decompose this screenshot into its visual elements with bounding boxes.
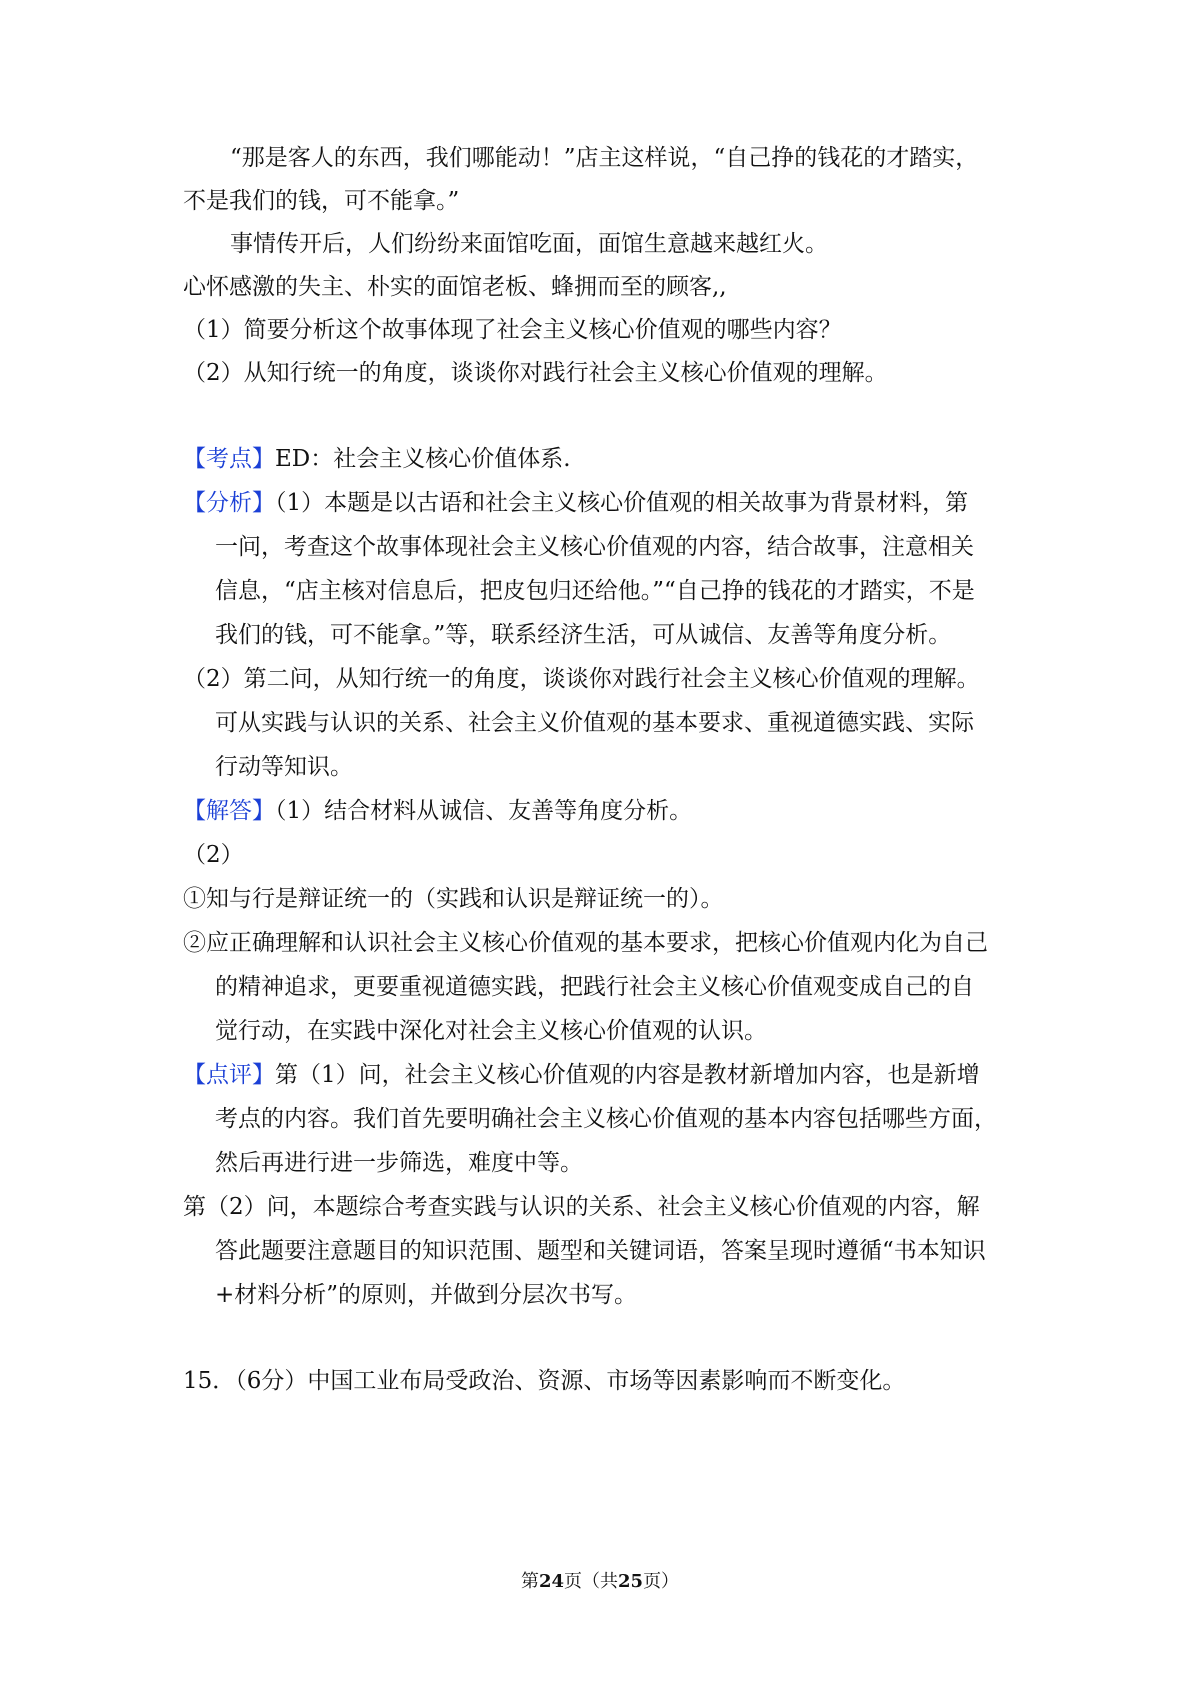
question-15: 15．（6分）中国工业布局受政治、资源、市场等因素影响而不断变化。	[183, 1368, 906, 1394]
footer-page-number: 24	[538, 1571, 564, 1592]
fenxi-section	[183, 488, 1200, 518]
question-1: （1）简要分析这个故事体现了社会主义核心价值观的哪些内容？	[183, 317, 842, 343]
page-footer	[0, 1570, 1200, 1594]
footer-suffix: 页）	[643, 1571, 680, 1592]
jieda-tag: 【解答】	[183, 798, 275, 824]
jieda-line-3: ①知与行是辩证统一的（实践和认识是辩证统一的）。	[183, 886, 724, 912]
question-2: （2）从知行统一的角度，谈谈你对践行社会主义核心价值观的理解。	[183, 360, 888, 386]
kaodian-tag: 【考点】	[183, 446, 275, 472]
kaodian-text: ED：社会主义核心价值体系.	[275, 446, 571, 472]
jieda-line-1: （1）结合材料从诚信、友善等角度分析。	[275, 798, 693, 824]
fenxi-line-6: 可从实践与认识的关系、社会主义价值观的基本要求、重视道德实践、实际	[215, 710, 974, 736]
jieda-line-5: 的精神追求，更要重视道德实践，把践行社会主义核心价值观变成自己的自	[215, 974, 974, 1000]
jieda-section	[183, 796, 1200, 826]
fenxi-line-4: 我们的钱，可不能拿。”等，联系经济生活，可从诚信、友善等角度分析。	[215, 622, 952, 648]
footer-prefix: 第	[520, 1571, 539, 1592]
story-paragraph-1-line-1: “那是客人的东西，我们哪能动！”店主这样说，“自己挣的钱花的才踏实，	[230, 145, 979, 171]
dianping-line-4: 第（2）问，本题综合考查实践与认识的关系、社会主义核心价值观的内容，解	[183, 1194, 980, 1220]
kaodian-section	[183, 444, 1200, 474]
fenxi-line-2: 一问，考查这个故事体现社会主义核心价值观的内容，结合故事，注意相关	[215, 534, 974, 560]
fenxi-line-7: 行动等知识。	[215, 754, 353, 780]
footer-total-pages: 25	[618, 1571, 644, 1592]
fenxi-tag: 【分析】	[183, 490, 275, 516]
jieda-line-4: ②应正确理解和认识社会主义核心价值观的基本要求，把核心价值观内化为自己	[183, 930, 988, 956]
dianping-section	[183, 1060, 1200, 1090]
dianping-line-3: 然后再进行进一步筛选，难度中等。	[215, 1150, 583, 1176]
fenxi-line-1: （1）本题是以古语和社会主义核心价值观的相关故事为背景材料，第	[275, 490, 969, 516]
jieda-line-2: （2）	[183, 842, 244, 868]
dianping-line-5: 答此题要注意题目的知识范围、题型和关键词语，答案呈现时遵循“书本知识	[215, 1238, 986, 1264]
dianping-line-1: 第（1）问，社会主义核心价值观的内容是教材新增加内容，也是新增	[275, 1062, 980, 1088]
story-paragraph-2: 事情传开后，人们纷纷来面馆吃面，面馆生意越来越红火。	[230, 231, 828, 257]
fenxi-line-3: 信息，“店主核对信息后，把皮包归还给他。”“自己挣的钱花的才踏实，不是	[215, 578, 975, 604]
story-paragraph-1-line-2: 不是我们的钱，可不能拿。”	[183, 188, 460, 214]
fenxi-line-5: （2）第二问，从知行统一的角度，谈谈你对践行社会主义核心价值观的理解。	[183, 666, 980, 692]
story-paragraph-3: 心怀感激的失主、朴实的面馆老板、蜂拥而至的顾客,,	[183, 274, 727, 300]
dianping-line-6: +材料分析”的原则，并做到分层次书写。	[215, 1282, 638, 1308]
dianping-tag: 【点评】	[183, 1062, 275, 1088]
dianping-line-2: 考点的内容。我们首先要明确社会主义核心价值观的基本内容包括哪些方面，	[215, 1106, 997, 1132]
jieda-line-6: 觉行动，在实践中深化对社会主义核心价值观的认识。	[215, 1018, 767, 1044]
footer-mid: 页（共	[564, 1571, 618, 1592]
